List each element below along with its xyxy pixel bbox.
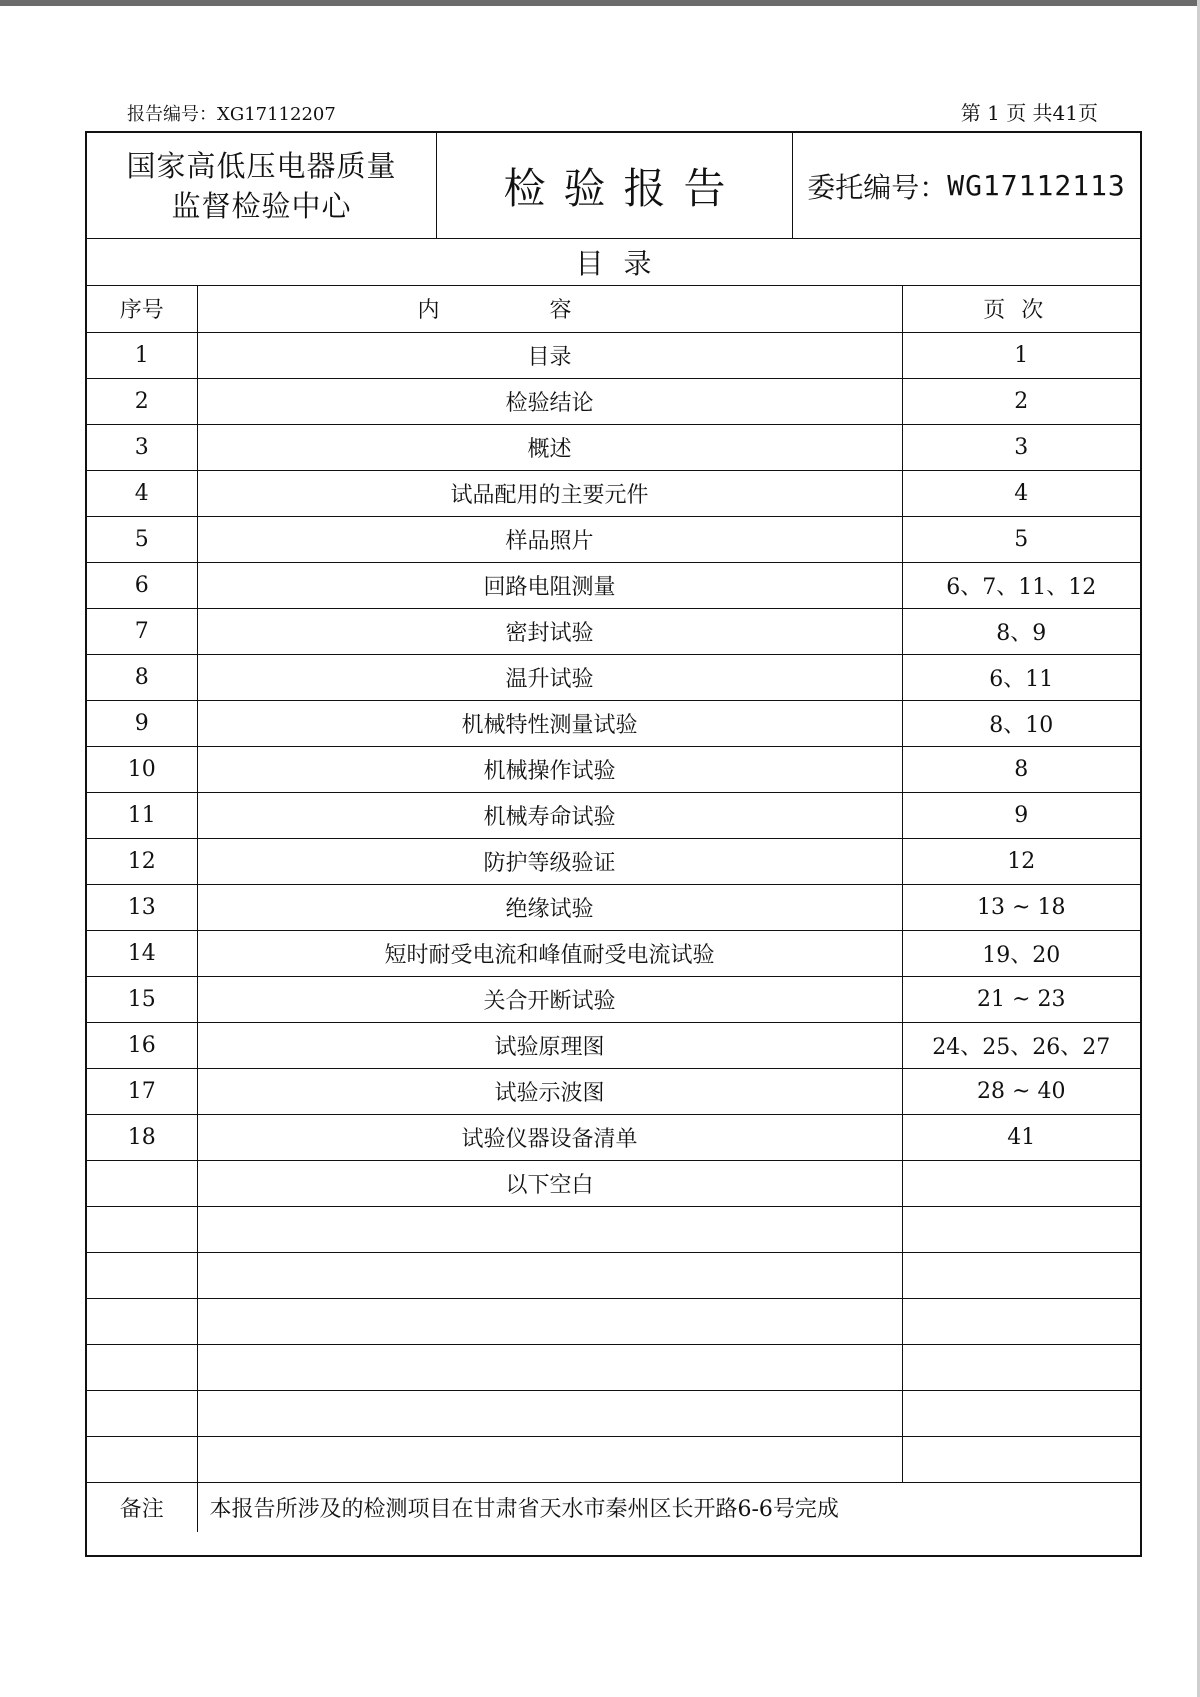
empty-cell — [902, 1298, 1140, 1344]
toc-row-content: 检验结论 — [197, 378, 902, 424]
empty-cell — [902, 1252, 1140, 1298]
toc-row — [87, 976, 1140, 1022]
toc-row — [87, 1114, 1140, 1160]
toc-row-content: 绝缘试验 — [197, 884, 902, 930]
toc-empty-row — [87, 1206, 1140, 1252]
empty-cell — [902, 1390, 1140, 1436]
toc-row-no: 3 — [87, 424, 197, 470]
toc-row-pages: 28 ~ 40 — [902, 1068, 1140, 1114]
toc-row — [87, 700, 1140, 746]
empty-cell — [197, 1298, 902, 1344]
toc-row-pages: 8 — [902, 746, 1140, 792]
commission-code: WG17112113 — [947, 169, 1126, 202]
toc-row-no: 13 — [87, 884, 197, 930]
toc-row-no: 8 — [87, 654, 197, 700]
toc-row — [87, 1022, 1140, 1068]
toc-empty-row — [87, 1298, 1140, 1344]
toc-row-no: 16 — [87, 1022, 197, 1068]
toc-header-row — [87, 286, 1140, 332]
toc-row-no: 4 — [87, 470, 197, 516]
toc-row — [87, 562, 1140, 608]
toc-row-no: 1 — [87, 332, 197, 378]
empty-cell — [197, 1436, 902, 1482]
remark-row — [87, 1482, 1140, 1532]
toc-row-pages: 8、9 — [902, 608, 1140, 654]
toc-row-no: 14 — [87, 930, 197, 976]
toc-empty-row — [87, 1390, 1140, 1436]
scan-edge-top — [0, 0, 1200, 6]
toc-row — [87, 838, 1140, 884]
toc-row-content: 温升试验 — [197, 654, 902, 700]
toc-row-pages: 9 — [902, 792, 1140, 838]
commission-label: 委托编号： — [807, 170, 948, 204]
toc-row-no: 7 — [87, 608, 197, 654]
empty-cell — [197, 1390, 902, 1436]
toc-table — [87, 286, 1140, 1532]
toc-row — [87, 470, 1140, 516]
report-sheet — [85, 131, 1142, 1557]
toc-row-pages: 41 — [902, 1114, 1140, 1160]
toc-row-content: 试验原理图 — [197, 1022, 902, 1068]
toc-row-content: 机械操作试验 — [197, 746, 902, 792]
toc-row-content: 关合开断试验 — [197, 976, 902, 1022]
remark-label: 备注 — [87, 1482, 197, 1532]
title-block — [87, 133, 1140, 239]
toc-row-content: 机械特性测量试验 — [197, 700, 902, 746]
toc-row-content: 机械寿命试验 — [197, 792, 902, 838]
toc-blank-marker-row — [87, 1160, 1140, 1206]
toc-row — [87, 930, 1140, 976]
toc-empty-row — [87, 1436, 1140, 1482]
toc-row-no: 12 — [87, 838, 197, 884]
toc-row-content: 试验示波图 — [197, 1068, 902, 1114]
empty-cell — [87, 1252, 197, 1298]
toc-row — [87, 378, 1140, 424]
blank-marker: 以下空白 — [197, 1160, 902, 1206]
toc-row-content: 试品配用的主要元件 — [197, 470, 902, 516]
toc-row-content: 概述 — [197, 424, 902, 470]
toc-row-pages: 8、10 — [902, 700, 1140, 746]
empty-cell — [902, 1160, 1140, 1206]
toc-row — [87, 792, 1140, 838]
empty-cell — [902, 1436, 1140, 1482]
empty-cell — [87, 1160, 197, 1206]
toc-row-no: 18 — [87, 1114, 197, 1160]
empty-cell — [902, 1344, 1140, 1390]
toc-row — [87, 516, 1140, 562]
org-name-line1: 国家高低压电器质量 — [126, 148, 397, 183]
page-indicator: 第 1 页 共41页 — [960, 101, 1098, 125]
toc-row-pages: 2 — [902, 378, 1140, 424]
report-number: 报告编号：XG17112207 — [127, 104, 336, 125]
empty-cell — [197, 1252, 902, 1298]
toc-row — [87, 884, 1140, 930]
toc-row-content: 目录 — [197, 332, 902, 378]
col-header-pages: 页次 — [902, 286, 1140, 332]
toc-row-pages: 6、7、11、12 — [902, 562, 1140, 608]
remark-text: 本报告所涉及的检测项目在甘肃省天水市秦州区长开路6-6号完成 — [209, 1496, 839, 1522]
toc-row-content: 试验仪器设备清单 — [197, 1114, 902, 1160]
empty-cell — [87, 1298, 197, 1344]
toc-row-content: 回路电阻测量 — [197, 562, 902, 608]
toc-row-pages: 19、20 — [902, 930, 1140, 976]
toc-row-content: 样品照片 — [197, 516, 902, 562]
toc-row-no: 2 — [87, 378, 197, 424]
empty-cell — [87, 1344, 197, 1390]
toc-row-no: 10 — [87, 746, 197, 792]
col-header-no: 序号 — [87, 286, 197, 332]
empty-cell — [197, 1344, 902, 1390]
toc-row — [87, 424, 1140, 470]
toc-row — [87, 332, 1140, 378]
toc-row-no: 5 — [87, 516, 197, 562]
toc-row-no: 11 — [87, 792, 197, 838]
empty-cell — [87, 1206, 197, 1252]
toc-row — [87, 1068, 1140, 1114]
report-title: 检验报告 — [437, 133, 793, 238]
col-header-content: 内容 — [197, 286, 902, 332]
toc-row-pages: 13 ~ 18 — [902, 884, 1140, 930]
toc-row-pages: 1 — [902, 332, 1140, 378]
org-name — [87, 133, 437, 238]
toc-row-pages: 4 — [902, 470, 1140, 516]
empty-cell — [197, 1206, 902, 1252]
toc-row-content: 密封试验 — [197, 608, 902, 654]
toc-row-pages: 21 ~ 23 — [902, 976, 1140, 1022]
commission-number — [793, 133, 1140, 238]
toc-row-pages: 3 — [902, 424, 1140, 470]
toc-title: 目录 — [87, 239, 1140, 286]
toc-row-no: 6 — [87, 562, 197, 608]
toc-row-no: 17 — [87, 1068, 197, 1114]
toc-empty-row — [87, 1344, 1140, 1390]
empty-cell — [87, 1436, 197, 1482]
toc-row-pages: 24、25、26、27 — [902, 1022, 1140, 1068]
toc-empty-row — [87, 1252, 1140, 1298]
toc-row-content: 防护等级验证 — [197, 838, 902, 884]
empty-cell — [902, 1206, 1140, 1252]
toc-row-content: 短时耐受电流和峰值耐受电流试验 — [197, 930, 902, 976]
toc-row-no: 9 — [87, 700, 197, 746]
empty-cell — [87, 1390, 197, 1436]
toc-row-no: 15 — [87, 976, 197, 1022]
toc-row-pages: 5 — [902, 516, 1140, 562]
toc-row-pages: 12 — [902, 838, 1140, 884]
toc-row — [87, 654, 1140, 700]
toc-row-pages: 6、11 — [902, 654, 1140, 700]
toc-row — [87, 608, 1140, 654]
toc-row — [87, 746, 1140, 792]
org-name-line2: 监督检验中心 — [171, 188, 352, 223]
